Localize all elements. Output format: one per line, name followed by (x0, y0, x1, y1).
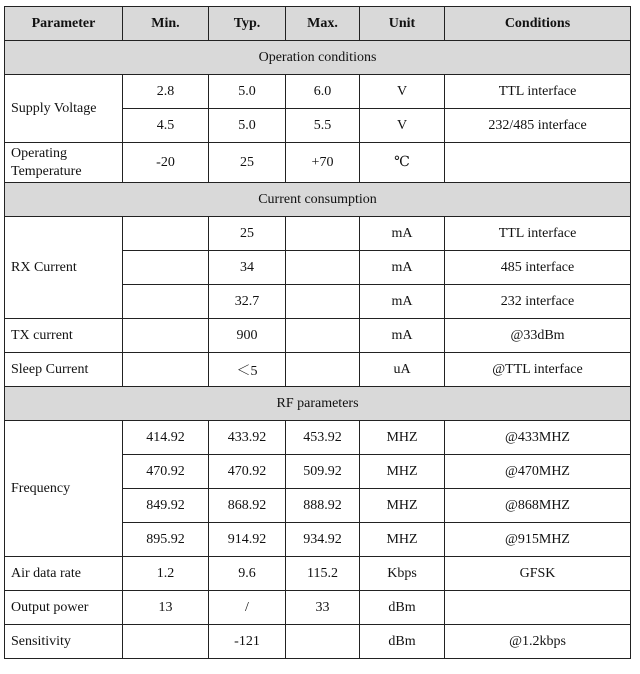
header-typ: Typ. (209, 7, 286, 41)
cell-typ: 34 (209, 251, 286, 285)
header-parameter: Parameter (5, 7, 123, 41)
cell-unit: MHZ (360, 421, 445, 455)
cell-min: 1.2 (123, 557, 209, 591)
cell-min (123, 217, 209, 251)
cell-min: -20 (123, 143, 209, 183)
cell-conditions (445, 143, 631, 183)
param-tx-current: TX current (5, 319, 123, 353)
cell-conditions: TTL interface (445, 75, 631, 109)
cell-typ: 470.92 (209, 455, 286, 489)
cell-unit: dBm (360, 591, 445, 625)
cell-conditions: 232/485 interface (445, 109, 631, 143)
table-row (5, 75, 631, 109)
param-frequency: Frequency (5, 421, 123, 557)
header-conditions: Conditions (445, 7, 631, 41)
table-row (5, 421, 631, 455)
param-output-power: Output power (5, 591, 123, 625)
cell-typ: 914.92 (209, 523, 286, 557)
cell-unit: V (360, 109, 445, 143)
cell-max: 33 (286, 591, 360, 625)
cell-max: 5.5 (286, 109, 360, 143)
table-row (5, 591, 631, 625)
cell-unit: mA (360, 217, 445, 251)
cell-unit: MHZ (360, 489, 445, 523)
spec-table-container (4, 6, 631, 659)
cell-unit: mA (360, 251, 445, 285)
header-row (5, 7, 631, 41)
cell-min: 13 (123, 591, 209, 625)
cell-conditions: @1.2kbps (445, 625, 631, 659)
cell-min (123, 625, 209, 659)
cell-typ: / (209, 591, 286, 625)
section-current-consumption: Current consumption (5, 183, 631, 217)
cell-conditions: @470MHZ (445, 455, 631, 489)
table-row (5, 353, 631, 387)
cell-max: 6.0 (286, 75, 360, 109)
table-row (5, 217, 631, 251)
section-row (5, 41, 631, 75)
cell-conditions: TTL interface (445, 217, 631, 251)
cell-conditions: @TTL interface (445, 353, 631, 387)
table-row (5, 557, 631, 591)
header-max: Max. (286, 7, 360, 41)
cell-unit: uA (360, 353, 445, 387)
cell-unit: dBm (360, 625, 445, 659)
cell-min: 4.5 (123, 109, 209, 143)
cell-max: 509.92 (286, 455, 360, 489)
cell-unit: V (360, 75, 445, 109)
cell-min: 414.92 (123, 421, 209, 455)
cell-max: 115.2 (286, 557, 360, 591)
table-row (5, 625, 631, 659)
param-operating-temperature (5, 143, 123, 183)
table-row (5, 319, 631, 353)
table-row (5, 143, 631, 183)
cell-typ: 25 (209, 143, 286, 183)
cell-typ: 32.7 (209, 285, 286, 319)
cell-max: 888.92 (286, 489, 360, 523)
cell-unit: ℃ (360, 143, 445, 183)
spec-table (4, 6, 631, 659)
cell-min: 2.8 (123, 75, 209, 109)
section-rf-parameters: RF parameters (5, 387, 631, 421)
cell-unit: mA (360, 285, 445, 319)
cell-unit: MHZ (360, 455, 445, 489)
section-operation-conditions: Operation conditions (5, 41, 631, 75)
cell-min (123, 251, 209, 285)
cell-max (286, 251, 360, 285)
cell-unit: MHZ (360, 523, 445, 557)
cell-min: 895.92 (123, 523, 209, 557)
cell-typ: 433.92 (209, 421, 286, 455)
cell-max: 453.92 (286, 421, 360, 455)
cell-conditions: @868MHZ (445, 489, 631, 523)
cell-typ: 868.92 (209, 489, 286, 523)
cell-typ: 900 (209, 319, 286, 353)
cell-conditions: 485 interface (445, 251, 631, 285)
cell-conditions: 232 interface (445, 285, 631, 319)
param-label-line2: Temperature (11, 163, 82, 179)
cell-min (123, 353, 209, 387)
param-sleep-current: Sleep Current (5, 353, 123, 387)
cell-min (123, 285, 209, 319)
param-air-data-rate: Air data rate (5, 557, 123, 591)
param-rx-current: RX Current (5, 217, 123, 319)
cell-min: 470.92 (123, 455, 209, 489)
cell-typ: ＜5 (209, 353, 286, 387)
cell-unit: mA (360, 319, 445, 353)
cell-typ: 5.0 (209, 75, 286, 109)
cell-conditions: @915MHZ (445, 523, 631, 557)
cell-typ: -121 (209, 625, 286, 659)
cell-conditions (445, 591, 631, 625)
cell-min: 849.92 (123, 489, 209, 523)
cell-typ: 9.6 (209, 557, 286, 591)
section-row (5, 183, 631, 217)
cell-max: 934.92 (286, 523, 360, 557)
cell-max (286, 625, 360, 659)
cell-unit: Kbps (360, 557, 445, 591)
cell-typ: 25 (209, 217, 286, 251)
param-sensitivity: Sensitivity (5, 625, 123, 659)
cell-typ: 5.0 (209, 109, 286, 143)
cell-max (286, 285, 360, 319)
cell-max: +70 (286, 143, 360, 183)
cell-min (123, 319, 209, 353)
header-min: Min. (123, 7, 209, 41)
cell-max (286, 319, 360, 353)
cell-conditions: GFSK (445, 557, 631, 591)
cell-conditions: @33dBm (445, 319, 631, 353)
param-supply-voltage: Supply Voltage (5, 75, 123, 143)
cell-conditions: @433MHZ (445, 421, 631, 455)
cell-max (286, 353, 360, 387)
header-unit: Unit (360, 7, 445, 41)
section-row (5, 387, 631, 421)
param-label-line1: Operating (11, 145, 67, 161)
cell-max (286, 217, 360, 251)
